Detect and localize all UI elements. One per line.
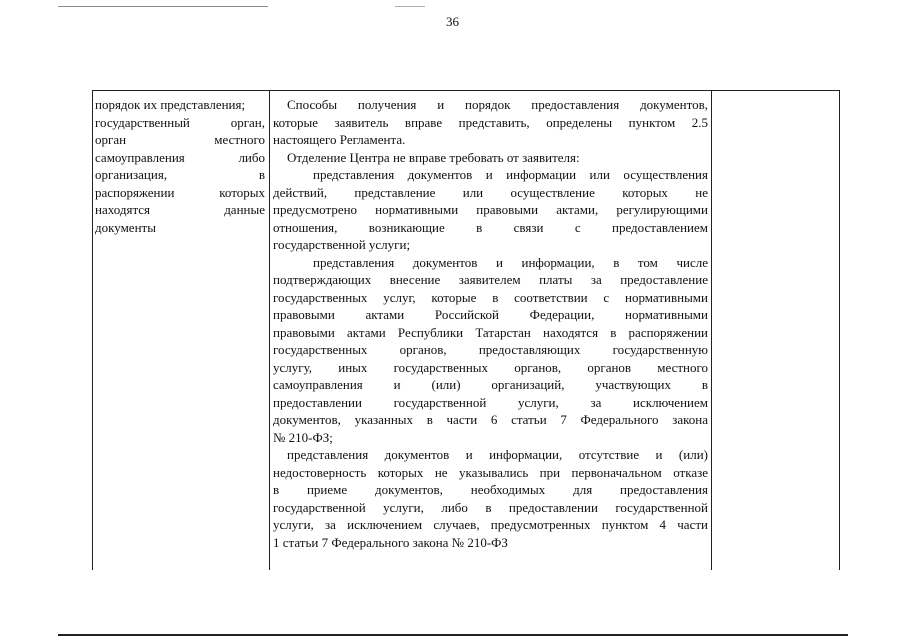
table-column-divider-1: [269, 90, 270, 570]
paragraph-line: государственных органов, предоставляющих государственную: [273, 342, 708, 357]
paragraph-line: государственных услуг, которые в соответствии с нормативными: [273, 289, 708, 305]
paragraph-line: предусмотрено нормативными правовыми актами, регулирующими: [273, 202, 708, 217]
paragraph-line: действий, представление или осуществление которых не: [273, 184, 708, 200]
paragraph-document-methods: [273, 96, 708, 149]
paragraph-line: которые заявитель вправе представить, определены пунктом 2.5: [273, 114, 708, 130]
paragraph-line: самоуправления и (или) организаций, участвующих в: [273, 377, 708, 392]
paragraph-center-prohibitions: [273, 149, 708, 167]
paragraph-prohibition-2: [273, 254, 708, 447]
paragraph-line: представления документов и информации или осуществления: [313, 167, 708, 182]
scan-artifact-bottom-line: [58, 634, 848, 636]
scan-artifact-top-line: [58, 6, 268, 7]
paragraph-line: 1 статьи 7 Федерального закона № 210-ФЗ: [273, 534, 508, 550]
paragraph-line: № 210-ФЗ;: [273, 429, 333, 445]
paragraph-line: государственной услуги, либо в предоставлении государственной: [273, 499, 708, 515]
paragraph-line: услугу, иных государственных органов, органов местного: [273, 359, 708, 375]
paragraph-line: Отделение Центра не вправе требовать от заявителя:: [287, 149, 580, 165]
table-column-divider-2: [711, 90, 712, 570]
paragraph-line: Способы получения и порядок предоставления документов,: [287, 97, 708, 112]
left-cell-line: государственный орган,: [95, 114, 265, 130]
paragraph-line: подтверждающих внесение заявителем платы за предоставление: [273, 272, 708, 287]
scan-artifact-top-mark: [395, 6, 425, 7]
paragraph-line: правовыми актами Республики Татарстан находятся в распоряжении: [273, 324, 708, 340]
paragraph-line: представления документов и информации, отсутствие и (или): [287, 447, 708, 462]
paragraph-line: предоставлении государственной услуги, за исключением: [273, 394, 708, 410]
paragraph-line: отношения, возникающие в связи с предоставлением: [273, 219, 708, 235]
paragraph-line: недостоверность которых не указывались при первоначальном отказе: [273, 464, 708, 480]
table-cell-middle: [273, 96, 708, 551]
page-number: 36: [446, 14, 459, 29]
paragraph-prohibition-3: [273, 446, 708, 551]
paragraph-line: услуги, за исключением случаев, предусмотренных пунктом 4 части: [273, 517, 708, 532]
paragraph-line: в приеме документов, необходимых для предоставления: [273, 482, 708, 497]
paragraph-line: представления документов и информации, в том числе: [313, 254, 708, 270]
left-cell-line: самоуправления либо: [95, 149, 265, 165]
left-cell-line: находятся данные: [95, 202, 265, 217]
paragraph-line: государственной услуги;: [273, 237, 411, 252]
paragraph-line: документов, указанных в части 6 статьи 7 Федерального закона: [273, 412, 708, 427]
left-cell-line: порядок их представления;: [95, 97, 246, 112]
paragraph-line: настоящего Регламента.: [273, 132, 406, 147]
paragraph-line: правовыми актами Российской Федерации, нормативными: [273, 307, 708, 322]
table-cell-left: [95, 96, 265, 236]
left-cell-line: распоряжении которых: [95, 184, 265, 200]
left-cell-line: документы: [95, 219, 156, 235]
left-cell-line: организация, в: [95, 167, 265, 182]
left-cell-line: орган местного: [95, 132, 265, 147]
paragraph-prohibition-1: [273, 166, 708, 254]
